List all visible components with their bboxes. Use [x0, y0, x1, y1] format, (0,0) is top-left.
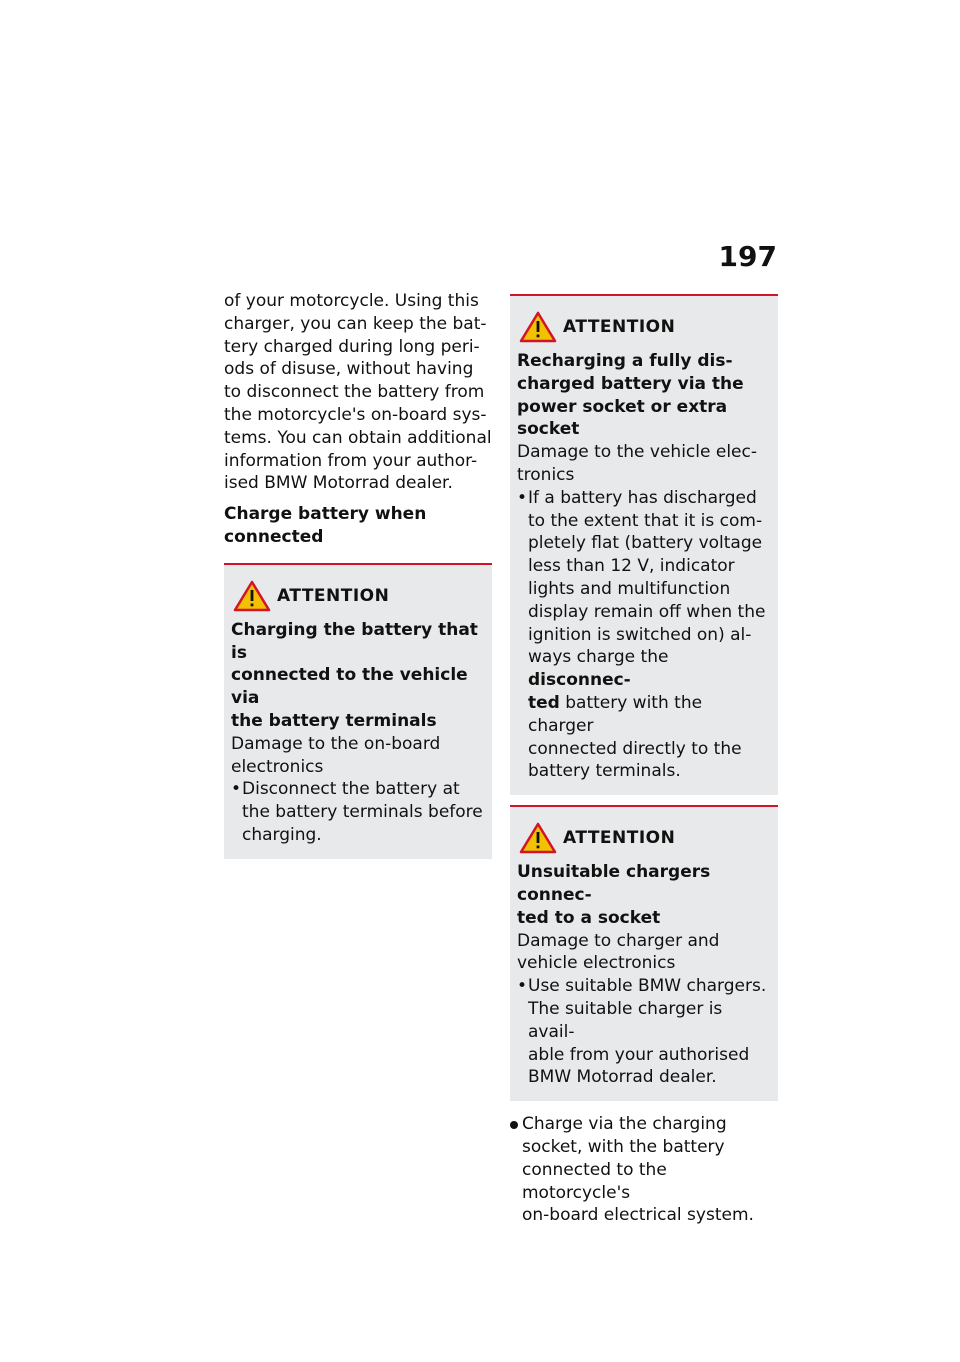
- bullet-line: charging.: [242, 824, 322, 845]
- bullet-line: Use suitable BMW chargers.: [528, 976, 767, 997]
- bullet-line: [528, 646, 772, 692]
- text-line: to disconnect the battery from: [224, 382, 485, 403]
- warning-triangle-icon: [519, 311, 557, 343]
- warning-title-line: Unsuitable chargers connec-: [517, 862, 711, 905]
- warning-title-line: charged battery via the: [517, 373, 744, 394]
- bullet-text: ways charge the: [528, 647, 669, 668]
- text-line: ised BMW Motorrad dealer.: [224, 473, 453, 494]
- intro-paragraph: [224, 290, 492, 495]
- emphasis-text: disconnec-: [528, 670, 631, 691]
- bullet-line: BMW Motorrad dealer.: [528, 1067, 717, 1088]
- bullet-line: connected directly to the: [528, 738, 742, 759]
- action-line: Charge via the charging: [522, 1114, 727, 1135]
- warning-triangle-icon: [233, 580, 271, 612]
- attention-header: [517, 821, 772, 855]
- bullet-line: pletely flat (battery voltage: [528, 533, 763, 554]
- bullet-line: able from your authorised: [528, 1044, 750, 1065]
- warning-body-line: Damage to the on-board: [231, 733, 441, 754]
- warning-bullet: [231, 778, 486, 846]
- warning-title-line: Recharging a fully dis-: [517, 351, 733, 371]
- action-bullet-icon: [510, 1121, 518, 1129]
- attention-box: [510, 805, 778, 1101]
- action-line: socket, with the battery: [522, 1136, 725, 1157]
- text-line: charger, you can keep the bat-: [224, 313, 487, 334]
- warning-bullet: [517, 487, 772, 783]
- left-column: [224, 290, 492, 859]
- bullet-marker: •: [517, 976, 528, 997]
- warning-title-line: the battery terminals: [231, 710, 437, 731]
- text-line: the motorcycle's on-board sys-: [224, 404, 487, 425]
- bullet-line: [528, 692, 772, 738]
- bullet-line: display remain off when the: [528, 601, 766, 622]
- right-column: [510, 294, 778, 1227]
- bullet-line: battery terminals.: [528, 761, 681, 782]
- action-line: connected to the motorcycle's: [522, 1159, 667, 1203]
- bullet-line: the battery terminals before: [242, 802, 483, 823]
- warning-title-line: connected to the vehicle via: [231, 665, 468, 709]
- warning-body-line: Damage to charger and: [517, 930, 720, 951]
- attention-label: ATTENTION: [277, 585, 390, 606]
- warning-body-line: vehicle electronics: [517, 953, 676, 974]
- heading-line: Charge battery when: [224, 504, 427, 525]
- action-line: on-board electrical system.: [522, 1205, 754, 1226]
- warning-body-line: Damage to the vehicle elec-: [517, 442, 757, 463]
- attention-label: ATTENTION: [563, 317, 676, 337]
- text-line: tery charged during long peri-: [224, 336, 480, 357]
- bullet-line: If a battery has discharged: [528, 487, 757, 508]
- text-line: tems. You can obtain additional: [224, 427, 492, 448]
- warning-bullet: [517, 975, 772, 1089]
- warning-body-line: tronics: [517, 464, 575, 485]
- attention-label: ATTENTION: [563, 828, 676, 849]
- bullet-line: The suitable charger is avail-: [528, 998, 723, 1042]
- warning-title-line: ted to a socket: [517, 907, 661, 928]
- bullet-line: ignition is switched on) al-: [528, 624, 752, 645]
- bullet-line: Disconnect the battery at: [242, 779, 460, 800]
- bullet-line: lights and multifunction: [528, 578, 731, 599]
- warning-title-line: socket: [517, 419, 580, 440]
- action-step: [510, 1113, 778, 1227]
- emphasis-text: ted: [528, 692, 560, 713]
- attention-header: [517, 310, 772, 344]
- bullet-marker: •: [231, 779, 242, 800]
- bullet-line: less than 12 V, indicator: [528, 556, 735, 577]
- warning-body-line: electronics: [231, 756, 324, 777]
- warning-title-line: Charging the battery that is: [231, 619, 478, 663]
- attention-box: [510, 294, 778, 795]
- text-line: information from your author-: [224, 450, 478, 471]
- heading-line: connected: [224, 526, 324, 547]
- attention-box: [224, 563, 492, 859]
- text-line: ods of disuse, without having: [224, 359, 474, 380]
- section-heading: [224, 503, 492, 549]
- warning-triangle-icon: [519, 822, 557, 854]
- text-line: of your motorcycle. Using this: [224, 291, 479, 311]
- bullet-line: to the extent that it is com-: [528, 510, 763, 531]
- bullet-marker: •: [517, 487, 528, 508]
- bullet-text: battery with the charger: [528, 692, 703, 736]
- warning-title-line: power socket or extra: [517, 396, 728, 417]
- page-number: 197: [718, 240, 777, 273]
- attention-header: [231, 579, 486, 613]
